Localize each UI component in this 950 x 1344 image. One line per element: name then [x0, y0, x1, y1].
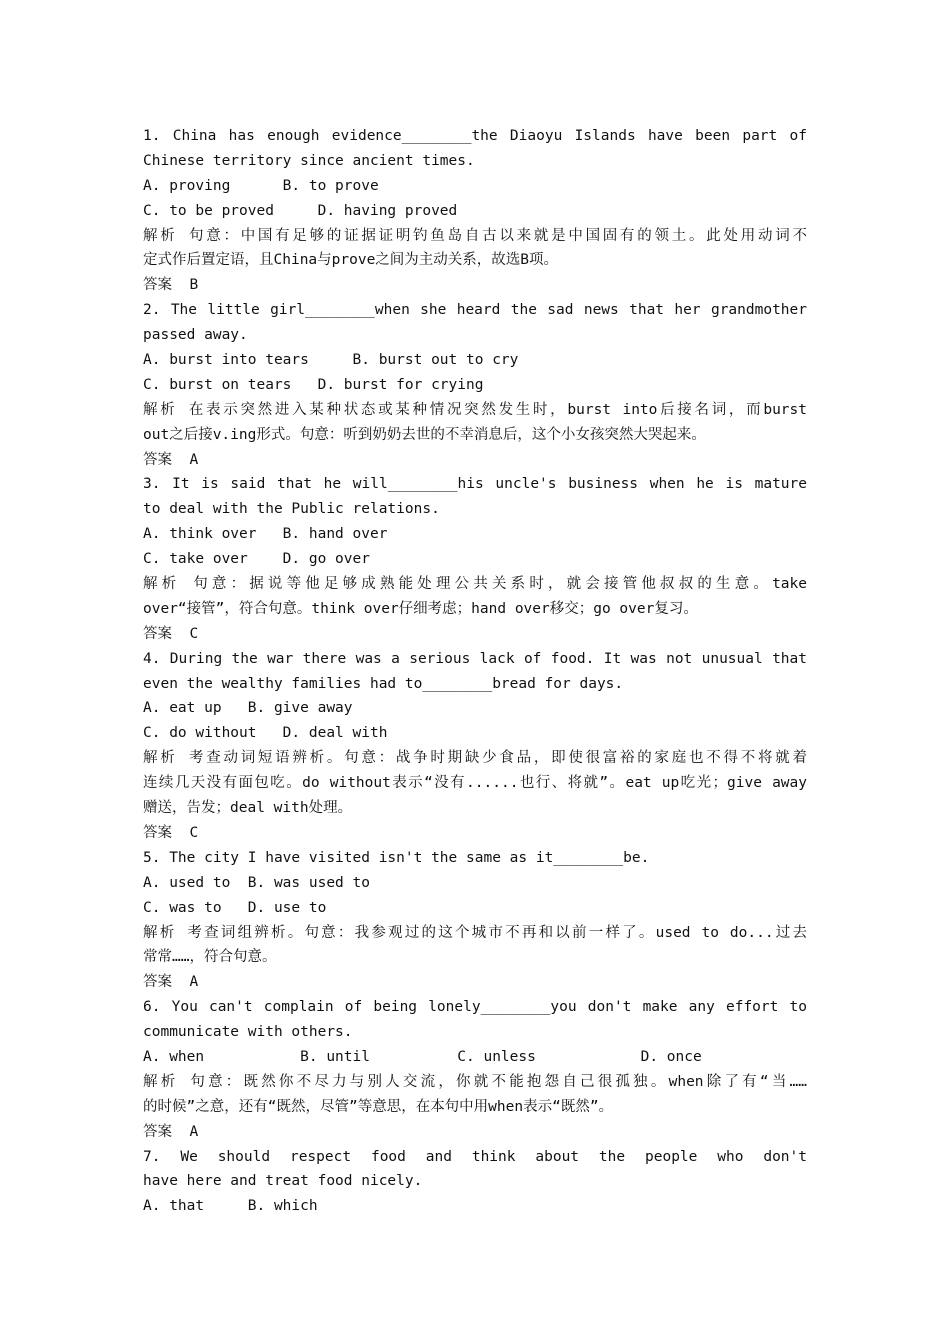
text-line: 答案 A	[143, 974, 199, 991]
text-line: C. to be proved D. having proved	[143, 202, 458, 219]
text-line: 答案 C	[143, 625, 199, 642]
text-line: 常常……，符合句意。	[143, 949, 277, 966]
text-line: 5. The city I have visited isn't the same as it________be.	[143, 849, 650, 866]
text-line: Chinese territory since ancient times.	[143, 152, 475, 169]
text-line: 的时候”之意，还有“既然，尽管”等意思，在本句中用when表示“既然”。	[143, 1098, 614, 1115]
text-line: A. think over B. hand over	[143, 526, 388, 543]
text-line: 3. It is said that he will________his uncle's business when he is mature	[143, 476, 807, 493]
text-line: A. that B. which	[143, 1198, 318, 1215]
text-line: A. proving B. to prove	[143, 177, 379, 194]
document-page	[143, 124, 807, 1219]
text-line: 答案 A	[143, 1123, 199, 1140]
text-line: even the wealthy families had to________bread for days.	[143, 675, 624, 692]
text-line: C. take over D. go over	[143, 551, 370, 568]
text-line: 1. China has enough evidence________the Diaoyu Islands have been part of	[143, 128, 807, 144]
text-line: have here and treat food nicely.	[143, 1173, 423, 1190]
text-line: 解析 考查动词短语辨析。句意：战争时期缺少食品，即使很富裕的家庭也不得不将就着	[143, 750, 807, 767]
text-line: 7. We should respect food and think about the people who don't	[143, 1148, 807, 1165]
text-line: A. used to B. was used to	[143, 874, 370, 891]
text-line: 解析 句意：既然你不尽力与别人交流，你就不能抱怨自己很孤独。when除了有“当……	[143, 1073, 807, 1090]
text-line: 解析 考查词组辨析。句意：我参观过的这个城市不再和以前一样了。used to do...过去	[143, 924, 807, 941]
text-line: C. burst on tears D. burst for crying	[143, 376, 484, 393]
text-line: 赠送，告发；deal with处理。	[143, 800, 353, 817]
text-line: 解析 句意：据说等他足够成熟能处理公共关系时，就会接管他叔叔的生意。take	[143, 576, 807, 593]
text-line: communicate with others.	[143, 1024, 353, 1041]
text-line: A. burst into tears B. burst out to cry	[143, 352, 519, 369]
text-line: 定式作后置定语，且China与prove之间为主动关系，故选B项。	[143, 252, 559, 269]
text-line: 解析 句意：中国有足够的证据证明钓鱼岛自古以来就是中国固有的领土。此处用动词不	[143, 227, 807, 244]
text-line: 2. The little girl________when she heard the sad news that her grandmother	[143, 302, 807, 319]
text-line: 连续几天没有面包吃。do without表示“没有......也行、将就”。eat up吃光；give away	[143, 775, 807, 792]
text-line: 4. During the war there was a serious lack of food. It was not unusual that	[143, 650, 807, 667]
text-line: out之后接v.ing形式。句意：听到奶奶去世的不幸消息后，这个小女孩突然大哭起来。	[143, 426, 706, 443]
text-line: over“接管”，符合句意。think over仔细考虑；hand over移交；go over复习。	[143, 600, 698, 617]
text-line: 答案 B	[143, 277, 199, 294]
text-line: C. do without D. deal with	[143, 725, 388, 742]
text-line: A. eat up B. give away	[143, 700, 353, 717]
text-line: 答案 A	[143, 451, 199, 468]
text-line: C. was to D. use to	[143, 899, 327, 916]
text-line: to deal with the Public relations.	[143, 501, 440, 518]
text-line: 解析 在表示突然进入某种状态或某种情况突然发生时，burst into后接名词，而burst	[143, 401, 807, 418]
text-line: 答案 C	[143, 824, 199, 841]
text-line: A. when B. until C. unless D. once	[143, 1048, 702, 1065]
text-line: passed away.	[143, 327, 248, 344]
text-line: 6. You can't complain of being lonely________you don't make any effort to	[143, 999, 807, 1016]
